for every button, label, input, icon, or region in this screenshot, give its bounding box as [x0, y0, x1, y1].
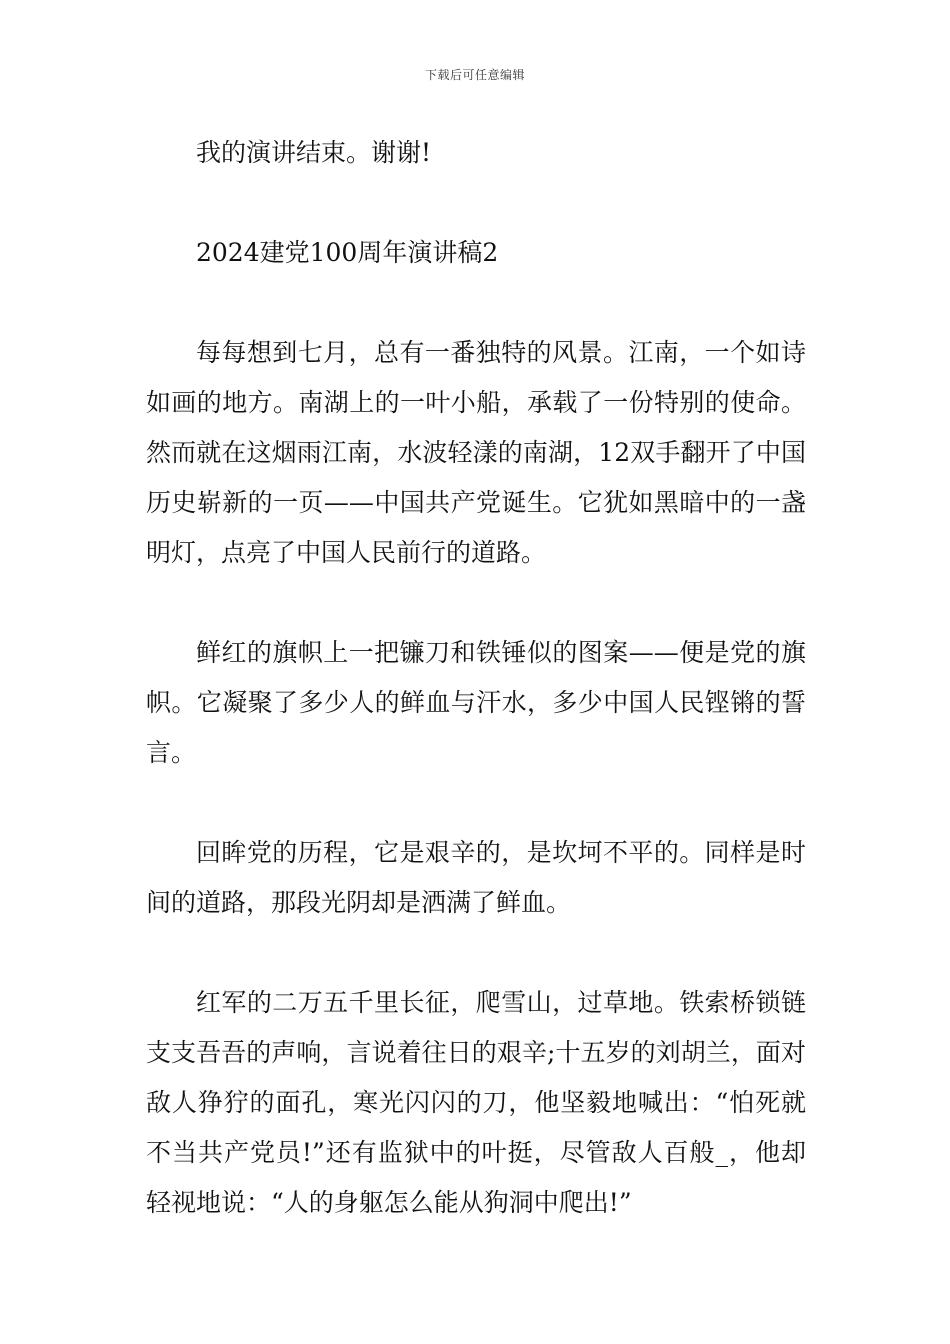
- paragraph: 每每想到七月，总有一番独特的风景。江南，一个如诗如画的地方。南湖上的一叶小船，承载了一份特别的使命。然而就在这烟雨江南，水波轻漾的南湖，12双手翻开了中国历史崭新的一页——中国共产党诞生。它犹如黑暗中的一盏明灯，点亮了中国人民前行的道路。: [146, 338, 806, 567]
- paragraph-closing: 我的演讲结束。谢谢!: [196, 138, 432, 167]
- paragraph: 回眸党的历程，它是艰辛的，是坎坷不平的。同样是时间的道路，那段光阴却是洒满了鲜血。: [146, 838, 806, 917]
- section-title: 2024建党100周年演讲稿2: [196, 238, 499, 267]
- download-note: 下载后可任意编辑: [424, 68, 525, 82]
- paragraph: 红军的二万五千里长征，爬雪山，过草地。铁索桥锁链支支吾吾的声响，言说着往日的艰辛;十五岁的刘胡兰，面对敌人狰狞的面孔，寒光闪闪的刀，他坚毅地喊出：“怕死就不当共产党员!”还有监狱中的叶挺，尽管敌人百般_，他却轻视地说：“人的身躯怎么能从狗洞中爬出!”: [146, 988, 806, 1217]
- paragraph: 鲜红的旗帜上一把镰刀和铁锤似的图案——便是党的旗帜。它凝聚了多少人的鲜血与汗水，多少中国人民铿锵的誓言。: [146, 638, 806, 767]
- document-body: [146, 128, 806, 1228]
